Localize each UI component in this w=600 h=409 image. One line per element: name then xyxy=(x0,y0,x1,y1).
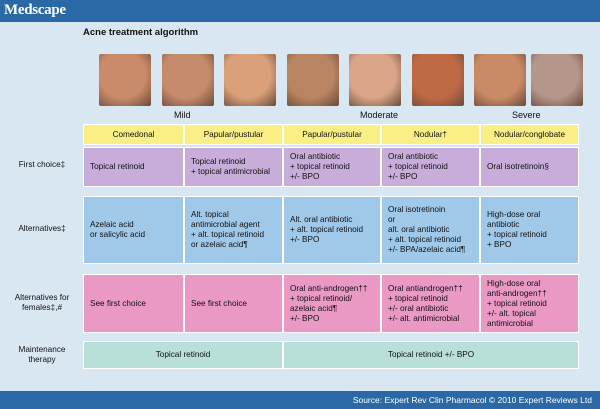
alternatives-cell: High-dose oral antibiotic + topical retinoid + BPO xyxy=(480,196,579,264)
alternatives-cell: Alt. topical antimicrobial agent + alt. topical retinoid or azelaic acid¶ xyxy=(184,196,283,264)
severity-moderate-label: Moderate xyxy=(360,110,399,120)
patient-photo xyxy=(99,54,151,106)
column-header-nodular: Nodular† xyxy=(381,124,480,145)
first-choice-cell: Topical retinoid + topical antimicrobial xyxy=(184,147,283,187)
row-label-alternatives: Alternatives‡ xyxy=(18,224,66,233)
maintenance-cell-moderate-severe: Topical retinoid +/- BPO xyxy=(283,341,579,369)
first-choice-cell: Oral antibiotic + topical retinoid +/- BPO xyxy=(381,147,480,187)
column-header-nodular-conglobate: Nodular/conglobate xyxy=(480,124,579,145)
females-cell: Oral anti-androgen†† + topical retinoid/ azelaic acid¶ +/- BPO xyxy=(283,274,381,333)
first-choice-cell: Oral antibiotic + topical retinoid +/- BPO xyxy=(283,147,381,187)
patient-photo xyxy=(287,54,339,106)
alternatives-cell: Alt. oral antibiotic + alt. topical retinoid +/- BPO xyxy=(283,196,381,264)
patient-photo xyxy=(474,54,526,106)
patient-photo xyxy=(531,54,583,106)
row-label-alternatives-females: Alternatives for females‡,# xyxy=(14,293,70,312)
patient-photo xyxy=(224,54,276,106)
header-bar xyxy=(0,0,600,22)
medscape-logo[interactable]: Medscape xyxy=(4,2,66,18)
severity-severe-label: Severe xyxy=(512,110,541,120)
patient-photo xyxy=(162,54,214,106)
column-header-papular-moderate: Papular/pustular xyxy=(283,124,381,145)
females-cell: See first choice xyxy=(184,274,283,333)
alternatives-cell: Azelaic acid or salicylic acid xyxy=(83,196,184,264)
footer-bar xyxy=(0,391,600,409)
row-label-maintenance: Maintenance therapy xyxy=(18,345,66,364)
source-citation: Source: Expert Rev Clin Pharmacol © 2010 Expert Reviews Ltd xyxy=(352,395,592,405)
females-cell: High-dose oral anti-androgen†† + topical retinoid +/- alt. topical antimicrobial xyxy=(480,274,579,333)
females-cell: Oral antiandrogen†† + topical retinoid +/- oral antibiotic +/- alt. antimicrobial xyxy=(381,274,480,333)
patient-photo xyxy=(412,54,464,106)
females-cell: See first choice xyxy=(83,274,184,333)
column-header-papular-mild: Papular/pustular xyxy=(184,124,283,145)
severity-mild-label: Mild xyxy=(174,110,191,120)
column-header-comedonal: Comedonal xyxy=(83,124,184,145)
maintenance-cell-mild: Topical retinoid xyxy=(83,341,283,369)
alternatives-cell: Oral isotretinoin or alt. oral antibiotic + alt. topical retinoid +/- BPA/azelaic acid¶ xyxy=(381,196,480,264)
row-label-first-choice: First choice‡ xyxy=(18,160,66,169)
figure-title: Acne treatment algorithm xyxy=(83,27,199,38)
patient-photo xyxy=(349,54,401,106)
first-choice-cell: Topical retinoid xyxy=(83,147,184,187)
first-choice-cell: Oral isotretinoin§ xyxy=(480,147,579,187)
